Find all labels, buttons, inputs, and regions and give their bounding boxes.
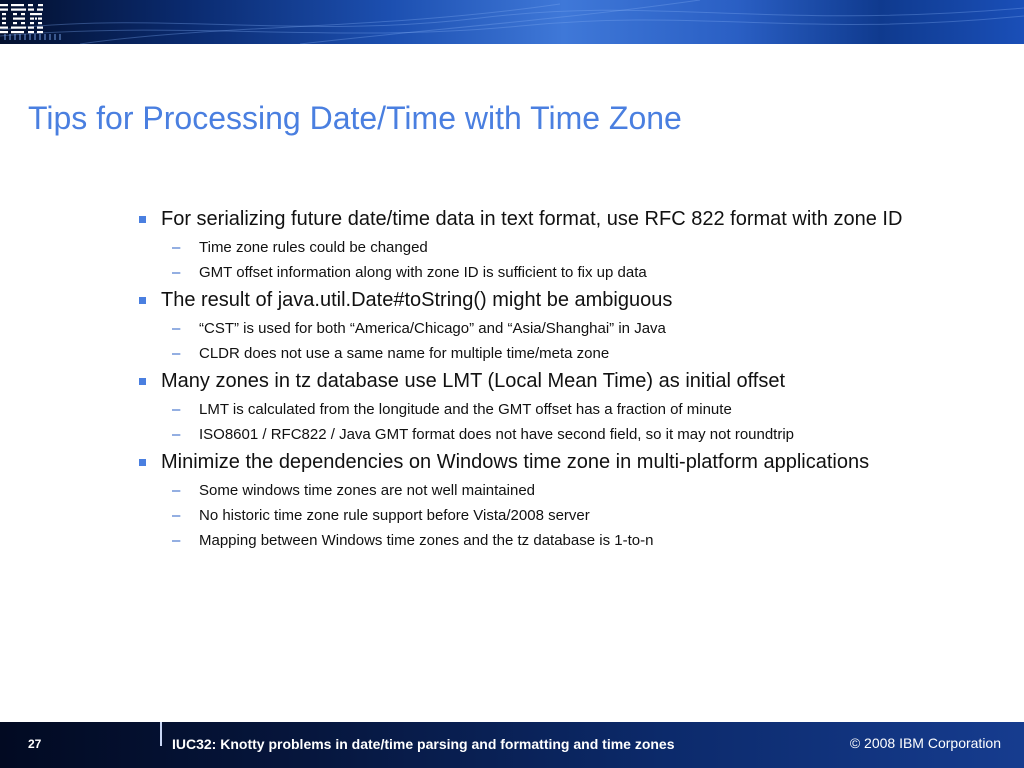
square-bullet-icon (139, 378, 146, 385)
bullet-text: Many zones in tz database use LMT (Local Mean Time) as initial offset (161, 370, 786, 392)
sub-bullet-text: CLDR does not use a same name for multiple time/meta zone (199, 345, 610, 362)
dash-icon: – (172, 320, 181, 337)
ibm-logo (0, 0, 44, 36)
dash-icon: – (172, 482, 181, 499)
slide-number: 27 (28, 737, 42, 751)
dash-icon: – (172, 532, 181, 549)
sub-bullet-item (136, 531, 936, 551)
header-decoration (0, 0, 1024, 44)
bullet-text: For serializing future date/time data in text format, use RFC 822 format with zone ID (161, 208, 903, 230)
bullet-text: The result of java.util.Date#toString() might be ambiguous (161, 289, 673, 311)
square-bullet-icon (139, 216, 146, 223)
sub-bullet-text: ISO8601 / RFC822 / Java GMT format does not have second field, so it may not roundtrip (199, 426, 795, 443)
sub-bullet-item (136, 263, 936, 283)
dash-icon: – (172, 426, 181, 443)
footer-separator (160, 722, 162, 746)
sub-bullet-text: “CST” is used for both “America/Chicago” and “Asia/Shanghai” in Java (199, 320, 666, 337)
sub-bullet-text: Time zone rules could be changed (199, 239, 428, 256)
sub-bullet-text: GMT offset information along with zone ID is sufficient to fix up data (199, 264, 647, 281)
sub-bullet-text: LMT is calculated from the longitude and the GMT offset has a fraction of minute (199, 401, 732, 418)
header-banner (0, 0, 1024, 44)
sub-bullet-item (136, 400, 936, 420)
dash-icon: – (172, 507, 181, 524)
dash-icon: – (172, 345, 181, 362)
dash-icon: – (172, 239, 181, 256)
sub-bullet-item (136, 506, 936, 526)
bullet-list (136, 206, 936, 555)
sub-bullet-text: Some windows time zones are not well maintained (199, 482, 535, 499)
copyright-text: © 2008 IBM Corporation (849, 735, 1001, 751)
slide-title: Tips for Processing Date/Time with Time Zone (28, 100, 682, 136)
sub-bullet-item (136, 481, 936, 501)
bullet-item (136, 449, 936, 476)
square-bullet-icon (139, 459, 146, 466)
sub-bullet-item (136, 238, 936, 258)
sub-bullet-item (136, 319, 936, 339)
sub-bullet-item (136, 425, 936, 445)
bullet-text: Minimize the dependencies on Windows time zone in multi-platform applications (161, 451, 870, 473)
dash-icon: – (172, 264, 181, 281)
bullet-item (136, 368, 936, 395)
bullet-item (136, 287, 936, 314)
bullet-item (136, 206, 936, 233)
dash-icon: – (172, 401, 181, 418)
square-bullet-icon (139, 297, 146, 304)
footer-title: IUC32: Knotty problems in date/time parsing and formatting and time zones (172, 736, 675, 752)
sub-bullet-text: Mapping between Windows time zones and the tz database is 1-to-n (199, 532, 654, 549)
sub-bullet-text: No historic time zone rule support before Vista/2008 server (199, 507, 590, 524)
sub-bullet-item (136, 344, 936, 364)
